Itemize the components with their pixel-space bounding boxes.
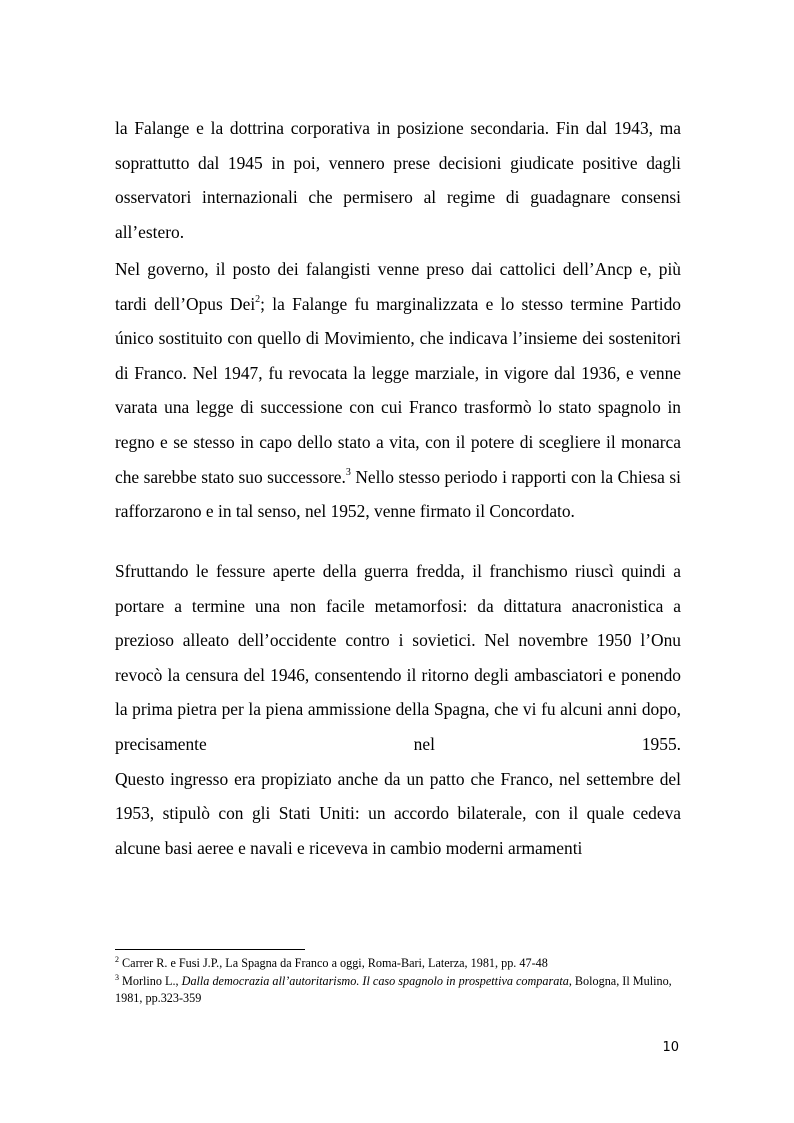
- footnote-separator: [115, 949, 305, 950]
- footnote-3: [115, 973, 685, 1008]
- paragraph-2-text-b: ; la Falange fu marginalizzata e lo stesso termine Partido único sostituito con quello di Movimiento, che indicava l’insieme dei sostenitori di Franco. Nel 1947, fu revocata la legge marziale, in vigore dal 1936, e venne varata una legge di successione con cui Franco trasformò lo stato spagnolo in regno e se stesso in capo dello stato a vita, con il potere di scegliere il monarca che sarebbe stato suo successore.: [115, 293, 681, 487]
- paragraph-3-text-b: Questo ingresso era propiziato anche da un patto che Franco, nel settembre del 1953, stipulò con gli Stati Uniti: un accordo bilaterale, con il quale cedeva alcune basi aeree e navali e riceveva in cambio moderni armamenti: [115, 768, 681, 858]
- footnote-ref-3[interactable]: 3: [345, 466, 351, 478]
- page-number: 10: [662, 1040, 679, 1055]
- footnote-2-text: Carrer R. e Fusi J.P., La Spagna da Franco a oggi, Roma-Bari, Laterza, 1981, pp. 47-48: [122, 956, 548, 970]
- footnote-3-author: Morlino L.,: [122, 974, 182, 988]
- footnote-3-title: Dalla democrazia all’autoritarismo. Il caso spagnolo in prospettiva comparata: [181, 974, 569, 988]
- footnote-2-number: 2: [115, 954, 119, 964]
- paragraph-2: [115, 252, 681, 529]
- paragraph-2-text-c: Nello stesso periodo i rapporti con la Chiesa si rafforzarono e in tal senso, nel 1952, venne firmato il Concordato.: [115, 466, 681, 522]
- paragraph-1: [115, 111, 681, 249]
- paragraph-3: [115, 554, 681, 865]
- footnote-2: [115, 955, 685, 972]
- paragraph-1-text: la Falange e la dottrina corporativa in posizione secondaria. Fin dal 1943, ma soprattutto dal 1945 in poi, vennero prese decisioni giudicate positive dagli osservatori internazionali che permisero al regime di guadagnare consensi all’estero.: [115, 118, 681, 242]
- footnote-3-number: 3: [115, 972, 119, 982]
- paragraph-3-text-a: Sfruttando le fessure aperte della guerra fredda, il franchismo riuscì quindi a portare a termine una non facile metamorfosi: da dittatura anacronistica a prezioso alleato dell’occidente contro i sovietici. Nel novembre 1950 l’Onu revocò la censura del 1946, consentendo il ritorno degli ambasciatori e ponendo la prima pietra per la piena ammissione della Spagna, che vi fu alcuni anni dopo, precisamente nel 1955.: [115, 561, 681, 754]
- footnote-3-rest: , Bologna, Il Mulino, 1981, pp.323-359: [115, 974, 672, 1006]
- footnote-ref-2[interactable]: 2: [255, 293, 261, 305]
- paragraph-2-text-a: Nel governo, il posto dei falangisti venne preso dai cattolici dell’Ancp e, più tardi dell’Opus Dei: [115, 259, 681, 314]
